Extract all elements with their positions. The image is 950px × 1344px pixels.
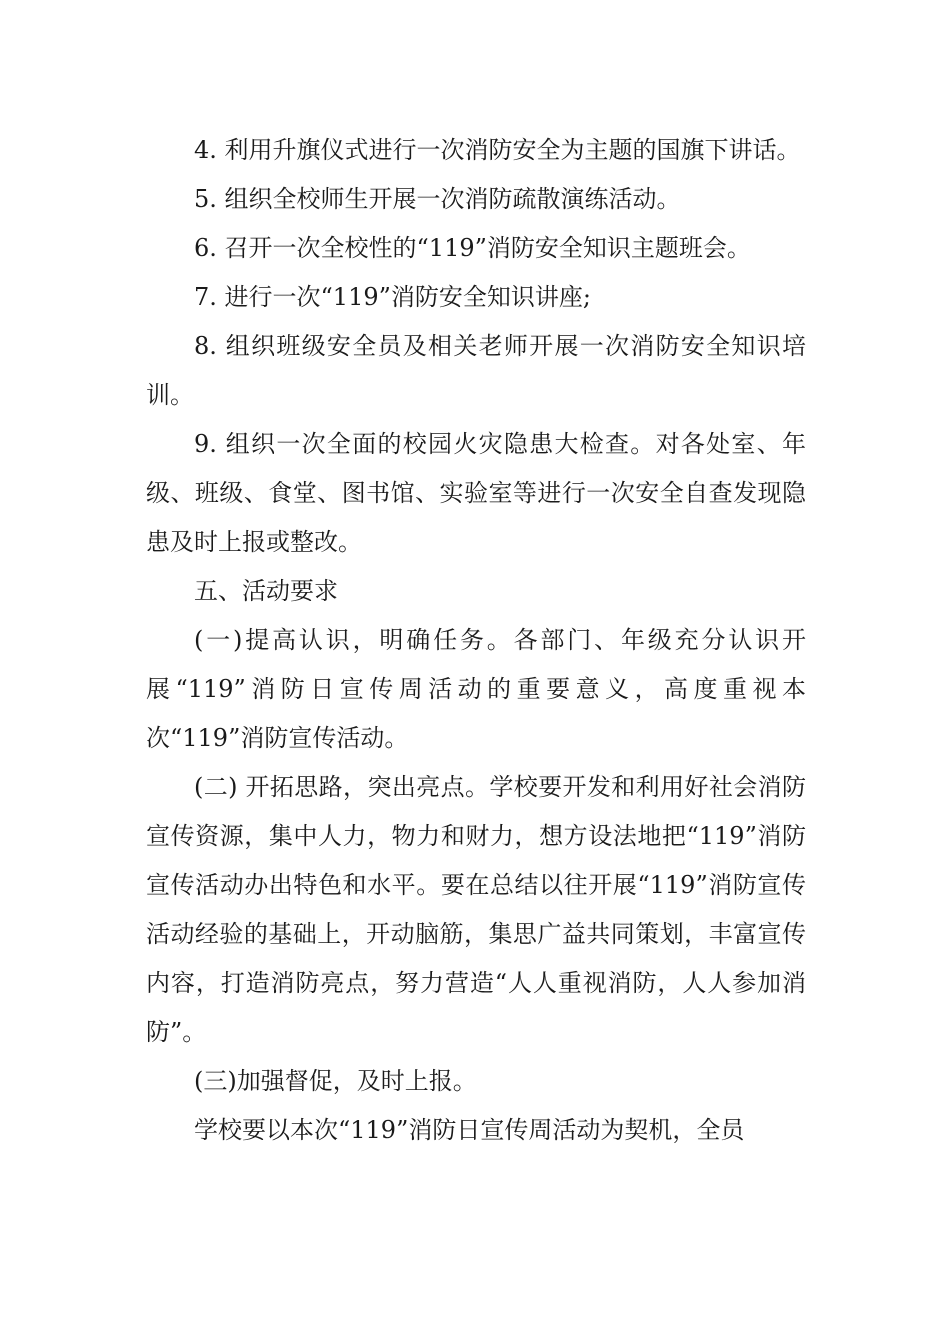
requirement-1: (一)提高认识，明确任务。各部门、年级充分认识开展“119”消防日宣传周活动的重要意义，高度重视本次“119”消防宣传活动。	[146, 626, 806, 752]
section-heading-requirements: 五、活动要求	[194, 577, 338, 605]
requirement-3: (三)加强督促，及时上报。	[194, 1067, 477, 1095]
paragraph-item-4: 4. 利用升旗仪式进行一次消防安全为主题的国旗下讲话。	[194, 136, 801, 164]
paragraph-item-9: 9. 组织一次全面的校园火灾隐患大检查。对各处室、年级、班级、食堂、图书馆、实验室等进行一次安全自查发现隐患及时上报或整改。	[146, 430, 806, 556]
requirement-2: (二) 开拓思路，突出亮点。学校要开发和利用好社会消防宣传资源，集中人力，物力和财力，想方设法地把“119”消防宣传活动办出特色和水平。要在总结以往开展“119”消防宣传活动经验的基础上，开动脑筋，集思广益共同策划，丰富宣传内容，打造消防亮点，努力营造“人人重视消防，人人参加消防”。	[146, 773, 806, 1046]
paragraph-item-6: 6. 召开一次全校性的“119”消防安全知识主题班会。	[194, 234, 751, 262]
requirement-3-body: 学校要以本次“119”消防日宣传周活动为契机，全员	[194, 1116, 745, 1144]
paragraph-item-8: 8. 组织班级安全员及相关老师开展一次消防安全知识培训。	[146, 332, 806, 409]
document-page	[146, 126, 806, 1155]
paragraph-item-5: 5. 组织全校师生开展一次消防疏散演练活动。	[194, 185, 681, 213]
paragraph-item-7: 7. 进行一次“119”消防安全知识讲座;	[194, 283, 591, 311]
